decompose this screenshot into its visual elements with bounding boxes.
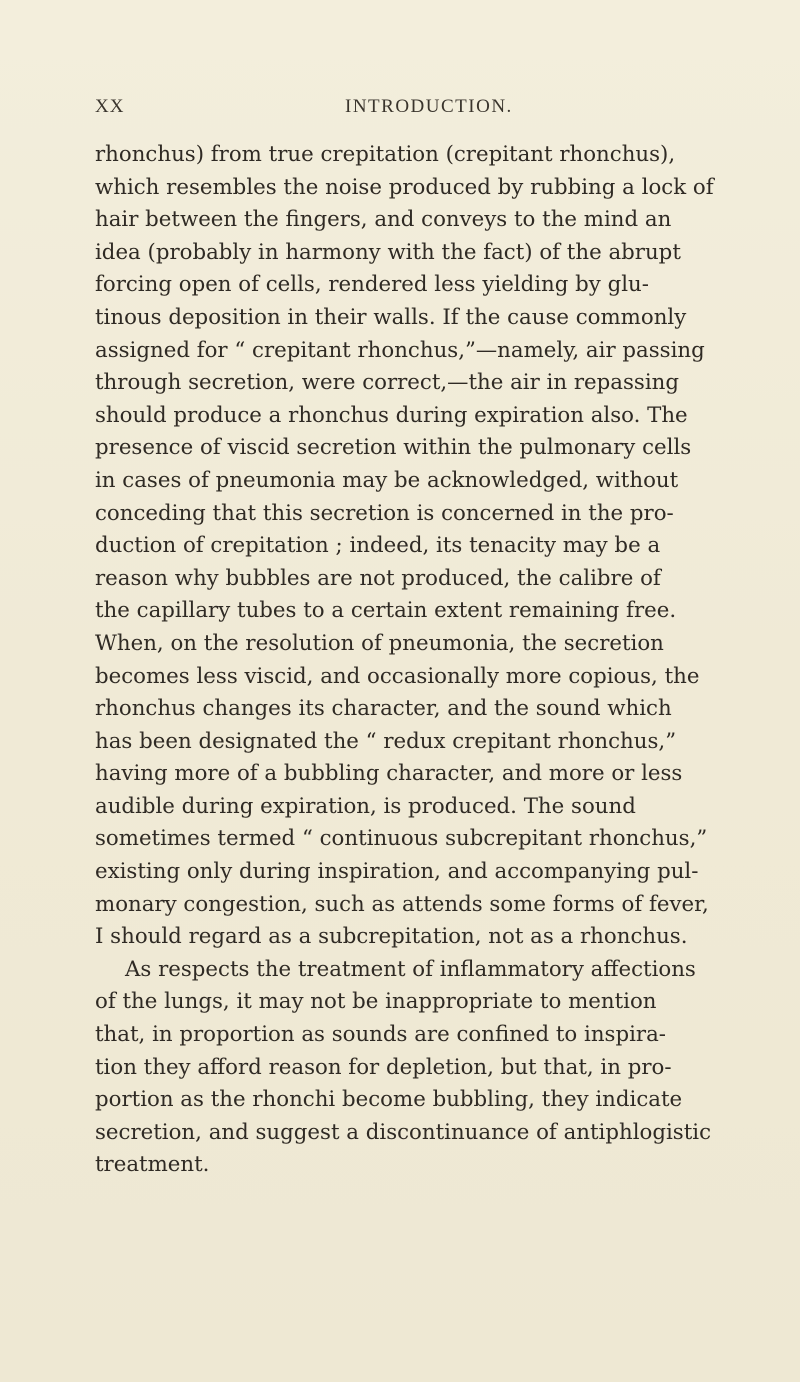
text-line: rhonchus changes its character, and the sound which — [95, 696, 672, 722]
text-line: audible during expiration, is produced. The sound — [95, 793, 636, 819]
text-line: treatment. — [95, 1152, 210, 1178]
text-line: presence of viscid secretion within the pulmonary cells — [95, 435, 692, 461]
body-text — [95, 139, 775, 1182]
text-line: hair between the fingers, and conveys to the mind an — [95, 207, 672, 233]
text-line: conceding that this secretion is concerned in the pro- — [95, 500, 674, 526]
text-line: I should regard as a subcrepitation, not as a rhonchus. — [95, 924, 688, 950]
text-line: which resembles the noise produced by rubbing a lock of — [95, 174, 714, 200]
text-line: tion they afford reason for depletion, but that, in pro- — [95, 1054, 672, 1080]
text-line: tinous deposition in their walls. If the cause commonly — [95, 304, 687, 330]
text-line: assigned for “ crepitant rhonchus,”—namely, air passing — [95, 337, 705, 363]
text-line: rhonchus) from true crepitation (crepitant rhonchus), — [95, 142, 676, 167]
text-line: forcing open of cells, rendered less yielding by glu- — [95, 272, 649, 298]
paragraph-start-line: As respects the treatment of inflammatory affections — [125, 956, 696, 982]
text-line: should produce a rhonchus during expiration also. The — [95, 402, 688, 428]
running-title: INTRODUCTION. — [345, 96, 513, 117]
text-line: existing only during inspiration, and accompanying pul- — [95, 859, 699, 885]
text-line: sometimes termed “ continuous subcrepitant rhonchus,” — [95, 826, 708, 852]
text-line: idea (probably in harmony with the fact) of the abrupt — [95, 239, 681, 265]
text-line: duction of crepitation ; indeed, its tenacity may be a — [95, 533, 661, 559]
running-head — [95, 96, 755, 126]
page-number: XX — [95, 96, 125, 117]
text-line: that, in proportion as sounds are confined to inspira- — [95, 1022, 666, 1048]
text-line: having more of a bubbling character, and more or less — [95, 761, 683, 787]
text-line: has been designated the “ redux crepitant rhonchus,” — [95, 728, 677, 754]
text-line: becomes less viscid, and occasionally more copious, the — [95, 663, 700, 689]
text-line: the capillary tubes to a certain extent remaining free. — [95, 598, 677, 624]
text-line: secretion, and suggest a discontinuance of antiphlogistic — [95, 1119, 712, 1145]
text-line: monary congestion, such as attends some forms of fever, — [95, 891, 709, 917]
text-line: in cases of pneumonia may be acknowledged, without — [95, 467, 679, 493]
text-line: portion as the rhonchi become bubbling, they indicate — [95, 1087, 683, 1113]
text-line: through secretion, were correct,—the air in repassing — [95, 370, 679, 396]
text-line: of the lungs, it may not be inappropriate to mention — [95, 989, 657, 1015]
text-line: reason why bubbles are not produced, the calibre of — [95, 565, 661, 591]
text-line: When, on the resolution of pneumonia, the secretion — [95, 630, 664, 656]
